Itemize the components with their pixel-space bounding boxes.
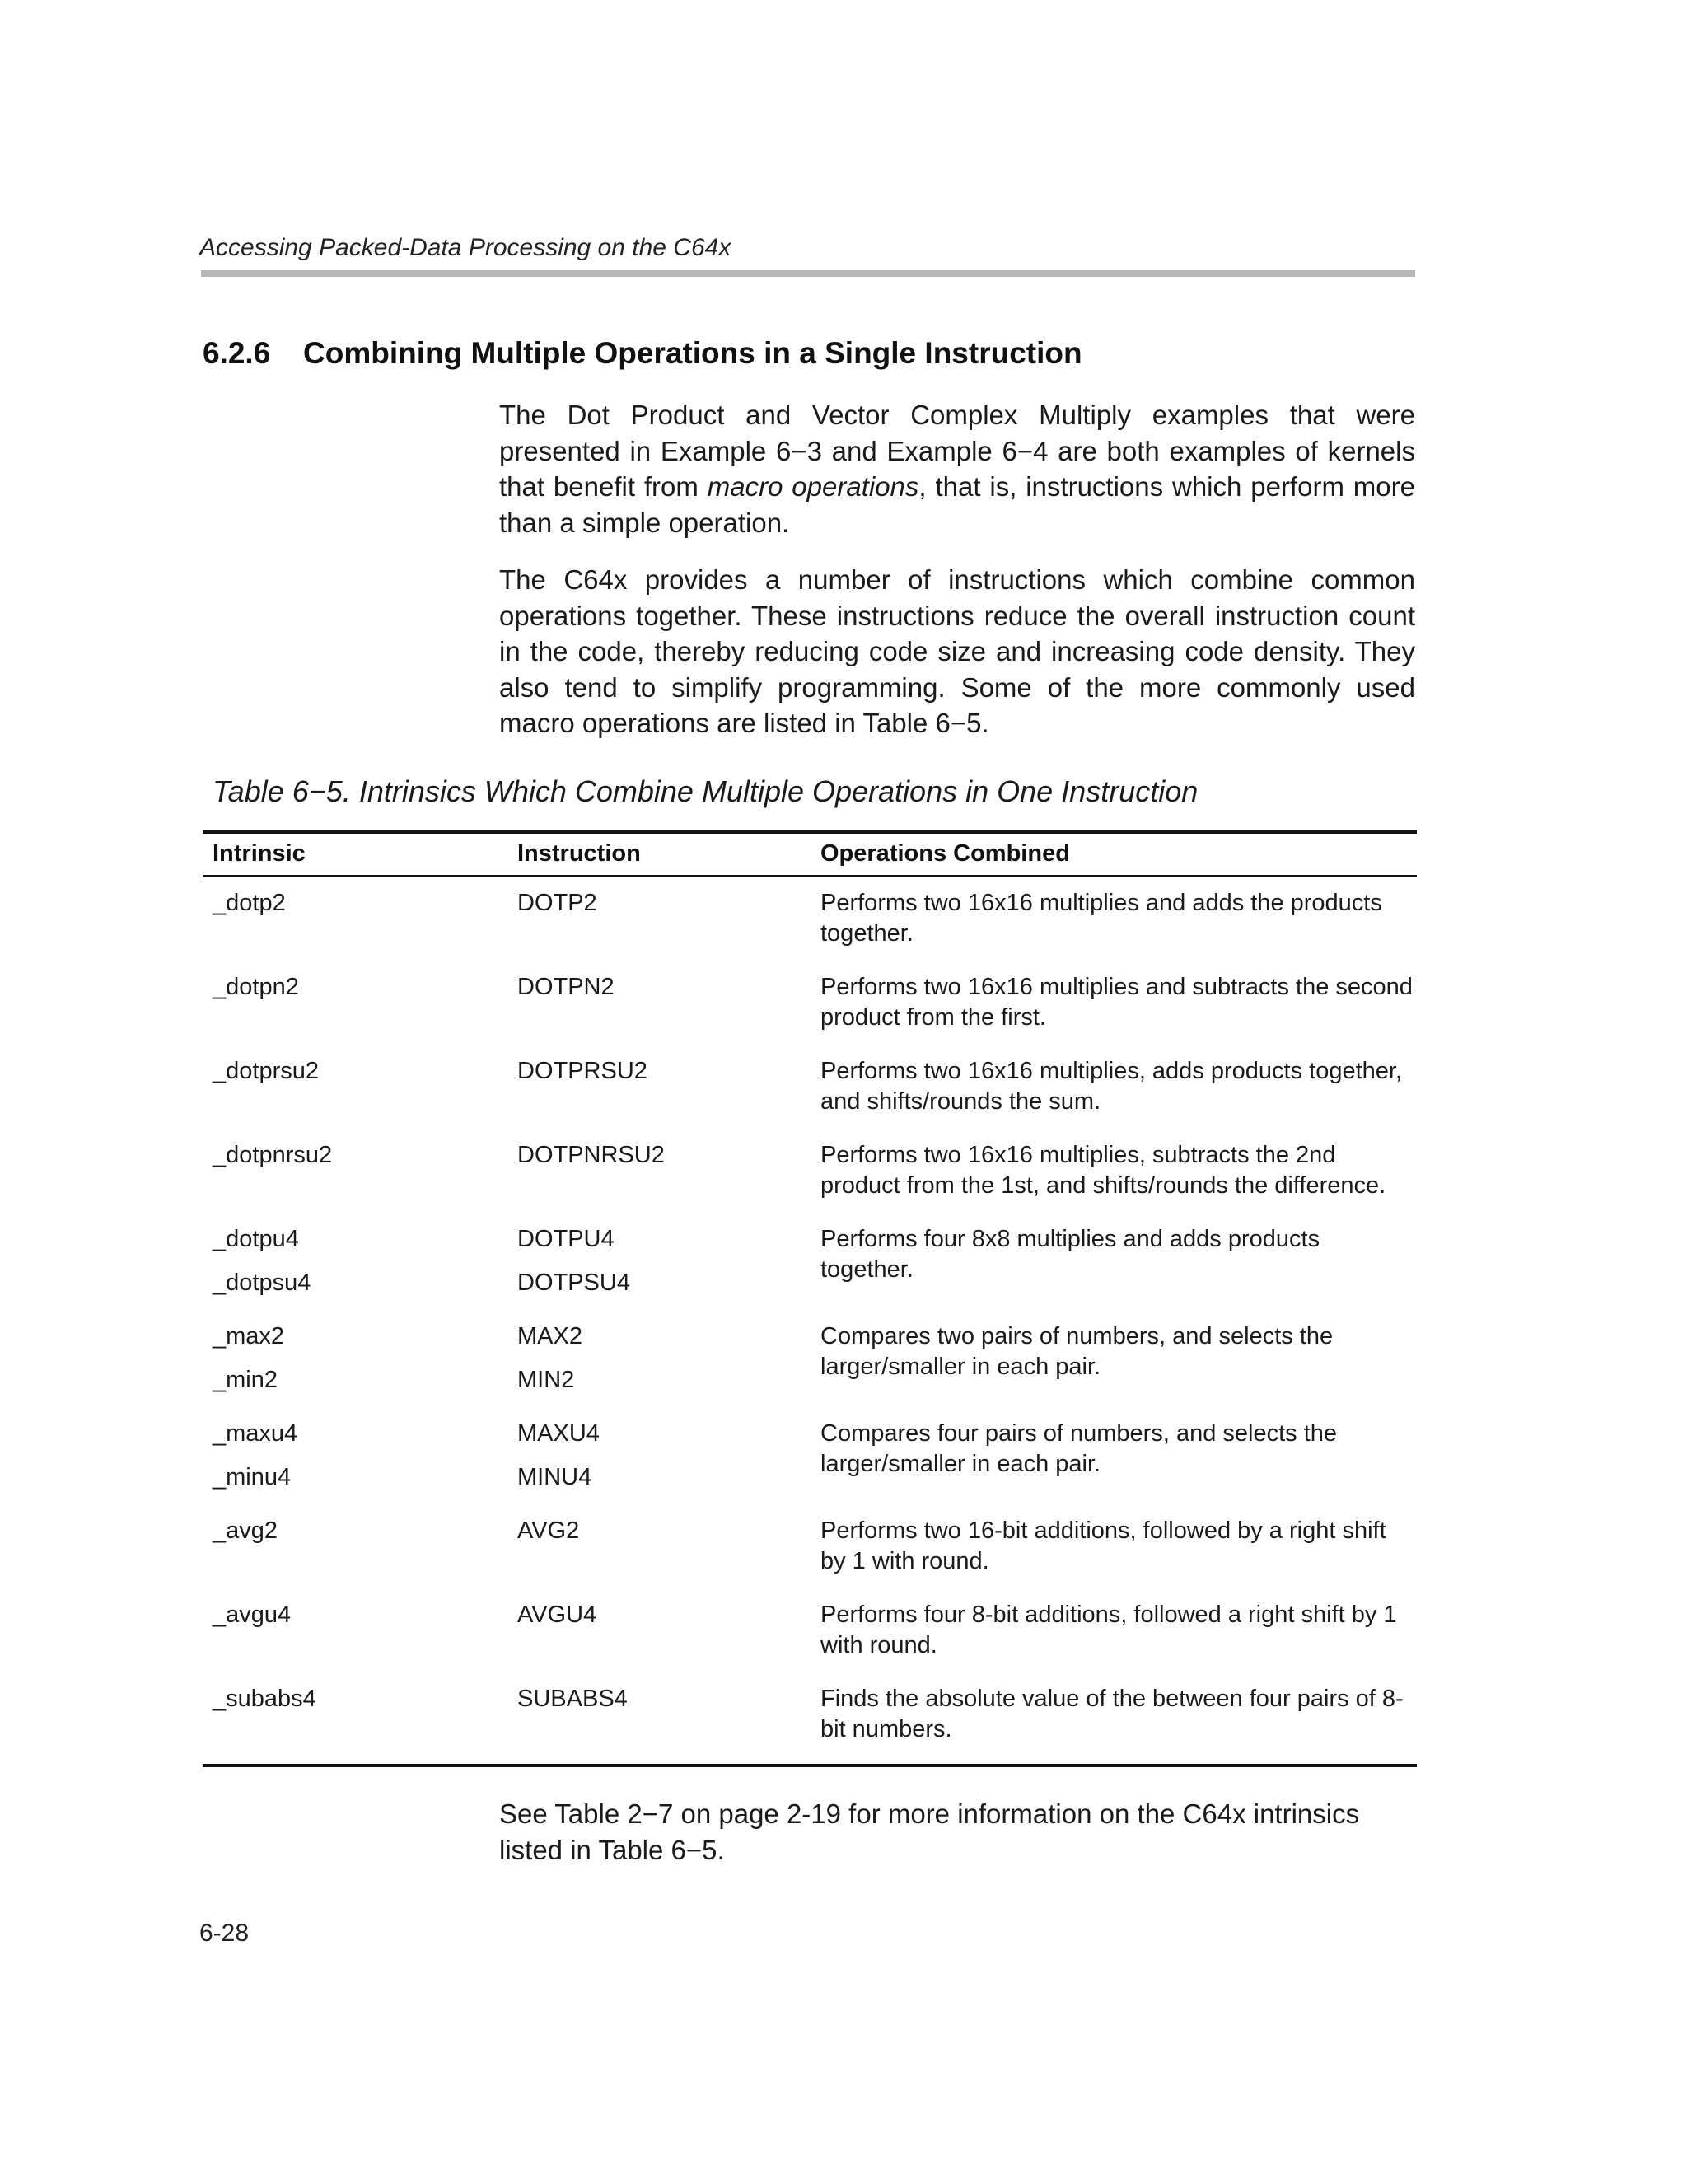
instruction-name: AVGU4 [517, 1602, 597, 1628]
intrinsic-name: _dotpnrsu2 [213, 1142, 333, 1168]
table-note: See Table 2−7 on page 2-19 for more information on the C64x intrinsics listed in Table 6−5. [499, 1798, 1360, 1865]
intrinsic-cell [213, 972, 299, 1003]
section-title: Combining Multiple Operations in a Single Instruction [303, 336, 1082, 370]
intrinsic-cell [213, 888, 286, 919]
instruction-cell [517, 1224, 630, 1298]
instruction-cell [517, 888, 597, 919]
intrinsic-cell [213, 1600, 291, 1630]
instruction-name: DOTPNRSU2 [517, 1142, 665, 1168]
instruction-name: SUBABS4 [517, 1686, 628, 1712]
table-caption: Table 6−5. Intrinsics Which Combine Multiple Operations in One Instruction [213, 774, 1199, 808]
instruction-cell [517, 1321, 582, 1396]
column-header-instruction: Instruction [517, 840, 641, 867]
instruction-cell [517, 1419, 600, 1493]
instruction-cell [517, 1684, 628, 1714]
instruction-name: MAX2 [517, 1323, 582, 1349]
intrinsic-cell [213, 1224, 311, 1298]
intrinsic-cell [213, 1056, 319, 1087]
operations-cell: Performs two 16x16 multiplies, subtracts the 2nd product from the 1st, and shifts/rounds the difference. [820, 1142, 1386, 1199]
paragraph-macro-ops: The C64x provides a number of instructions which combine common operations together. These instructions reduce the overall instruction count in the code, thereby reducing code size and increasing code density. They also tend to simplify programming. Some of the more commonly used macro operations are listed in Table 6−5. [499, 564, 1415, 738]
instruction-cell [517, 1140, 665, 1171]
paragraph-intro-emphasis: macro operations [707, 471, 919, 502]
table-bottom-rule [203, 1764, 1417, 1767]
section-heading [203, 336, 1082, 371]
intrinsic-name: _dotprsu2 [213, 1058, 319, 1084]
intrinsic-name: _dotpsu4 [213, 1270, 311, 1296]
intrinsic-name: _subabs4 [213, 1686, 316, 1712]
running-header: Accessing Packed-Data Processing on the C64x [199, 234, 731, 261]
instruction-name: DOTP2 [517, 890, 597, 916]
intrinsic-name: _avg2 [213, 1518, 278, 1544]
intrinsic-cell [213, 1516, 278, 1546]
intrinsic-name: _dotpn2 [213, 974, 299, 1000]
paragraph-intro-start: The Dot Product and Vector Complex Multiply examples that were presented in Example 6−3 and Example 6−4 are both examples of kernels that benefit from [499, 400, 1415, 502]
instruction-cell [517, 1056, 647, 1087]
operations-cell: Performs two 16x16 multiplies and subtracts the second product from the first. [820, 974, 1413, 1031]
intrinsic-cell [213, 1140, 332, 1171]
instruction-cell [517, 972, 615, 1003]
paragraph-intro-end: , that is, instructions which perform more than a simple operation. [499, 471, 1415, 538]
intrinsic-cell [213, 1419, 297, 1493]
instruction-name: DOTPRSU2 [517, 1058, 647, 1084]
operations-cell: Performs two 16x16 multiplies, adds products together, and shifts/rounds the sum. [820, 1058, 1403, 1115]
instruction-name: DOTPU4 [517, 1226, 615, 1252]
intrinsic-name: _max2 [213, 1323, 285, 1349]
intrinsic-name: _minu4 [213, 1464, 292, 1490]
intrinsic-name: _dotp2 [213, 890, 286, 916]
intrinsic-cell [213, 1321, 284, 1396]
intrinsic-cell [213, 1684, 316, 1714]
page-number: 6-28 [199, 1920, 250, 1947]
operations-cell: Performs two 16-bit additions, followed by a right shift by 1 with round. [820, 1518, 1386, 1574]
instruction-name: MIN2 [517, 1367, 575, 1393]
instruction-name: DOTPN2 [517, 974, 615, 1000]
operations-cell: Performs two 16x16 multiplies and adds the products together. [820, 890, 1382, 947]
instruction-cell [517, 1600, 596, 1630]
operations-cell: Finds the absolute value of the between four pairs of 8-bit numbers. [820, 1686, 1404, 1742]
instruction-name: DOTPSU4 [517, 1270, 630, 1296]
paragraph-intro [499, 397, 1415, 540]
intrinsic-name: _min2 [213, 1367, 278, 1393]
intrinsic-name: _avgu4 [213, 1602, 292, 1628]
instruction-cell [517, 1516, 579, 1546]
operations-cell: Compares two pairs of numbers, and selects the larger/smaller in each pair. [820, 1323, 1334, 1380]
instruction-name: AVG2 [517, 1518, 580, 1544]
operations-cell: Performs four 8-bit additions, followed a right shift by 1 with round. [820, 1602, 1397, 1658]
instruction-name: MINU4 [517, 1464, 592, 1490]
table-top-rule [203, 830, 1417, 834]
intrinsic-name: _dotpu4 [213, 1226, 299, 1252]
section-number: 6.2.6 [203, 336, 271, 370]
intrinsic-name: _maxu4 [213, 1420, 298, 1447]
header-rule [201, 270, 1415, 277]
table-header-rule [203, 875, 1417, 877]
operations-cell: Compares four pairs of numbers, and selects the larger/smaller in each pair. [820, 1420, 1338, 1477]
column-header-intrinsic: Intrinsic [213, 840, 306, 867]
operations-cell: Performs four 8x8 multiplies and adds products together. [820, 1226, 1320, 1283]
instruction-name: MAXU4 [517, 1420, 600, 1447]
column-header-operations: Operations Combined [820, 840, 1070, 867]
